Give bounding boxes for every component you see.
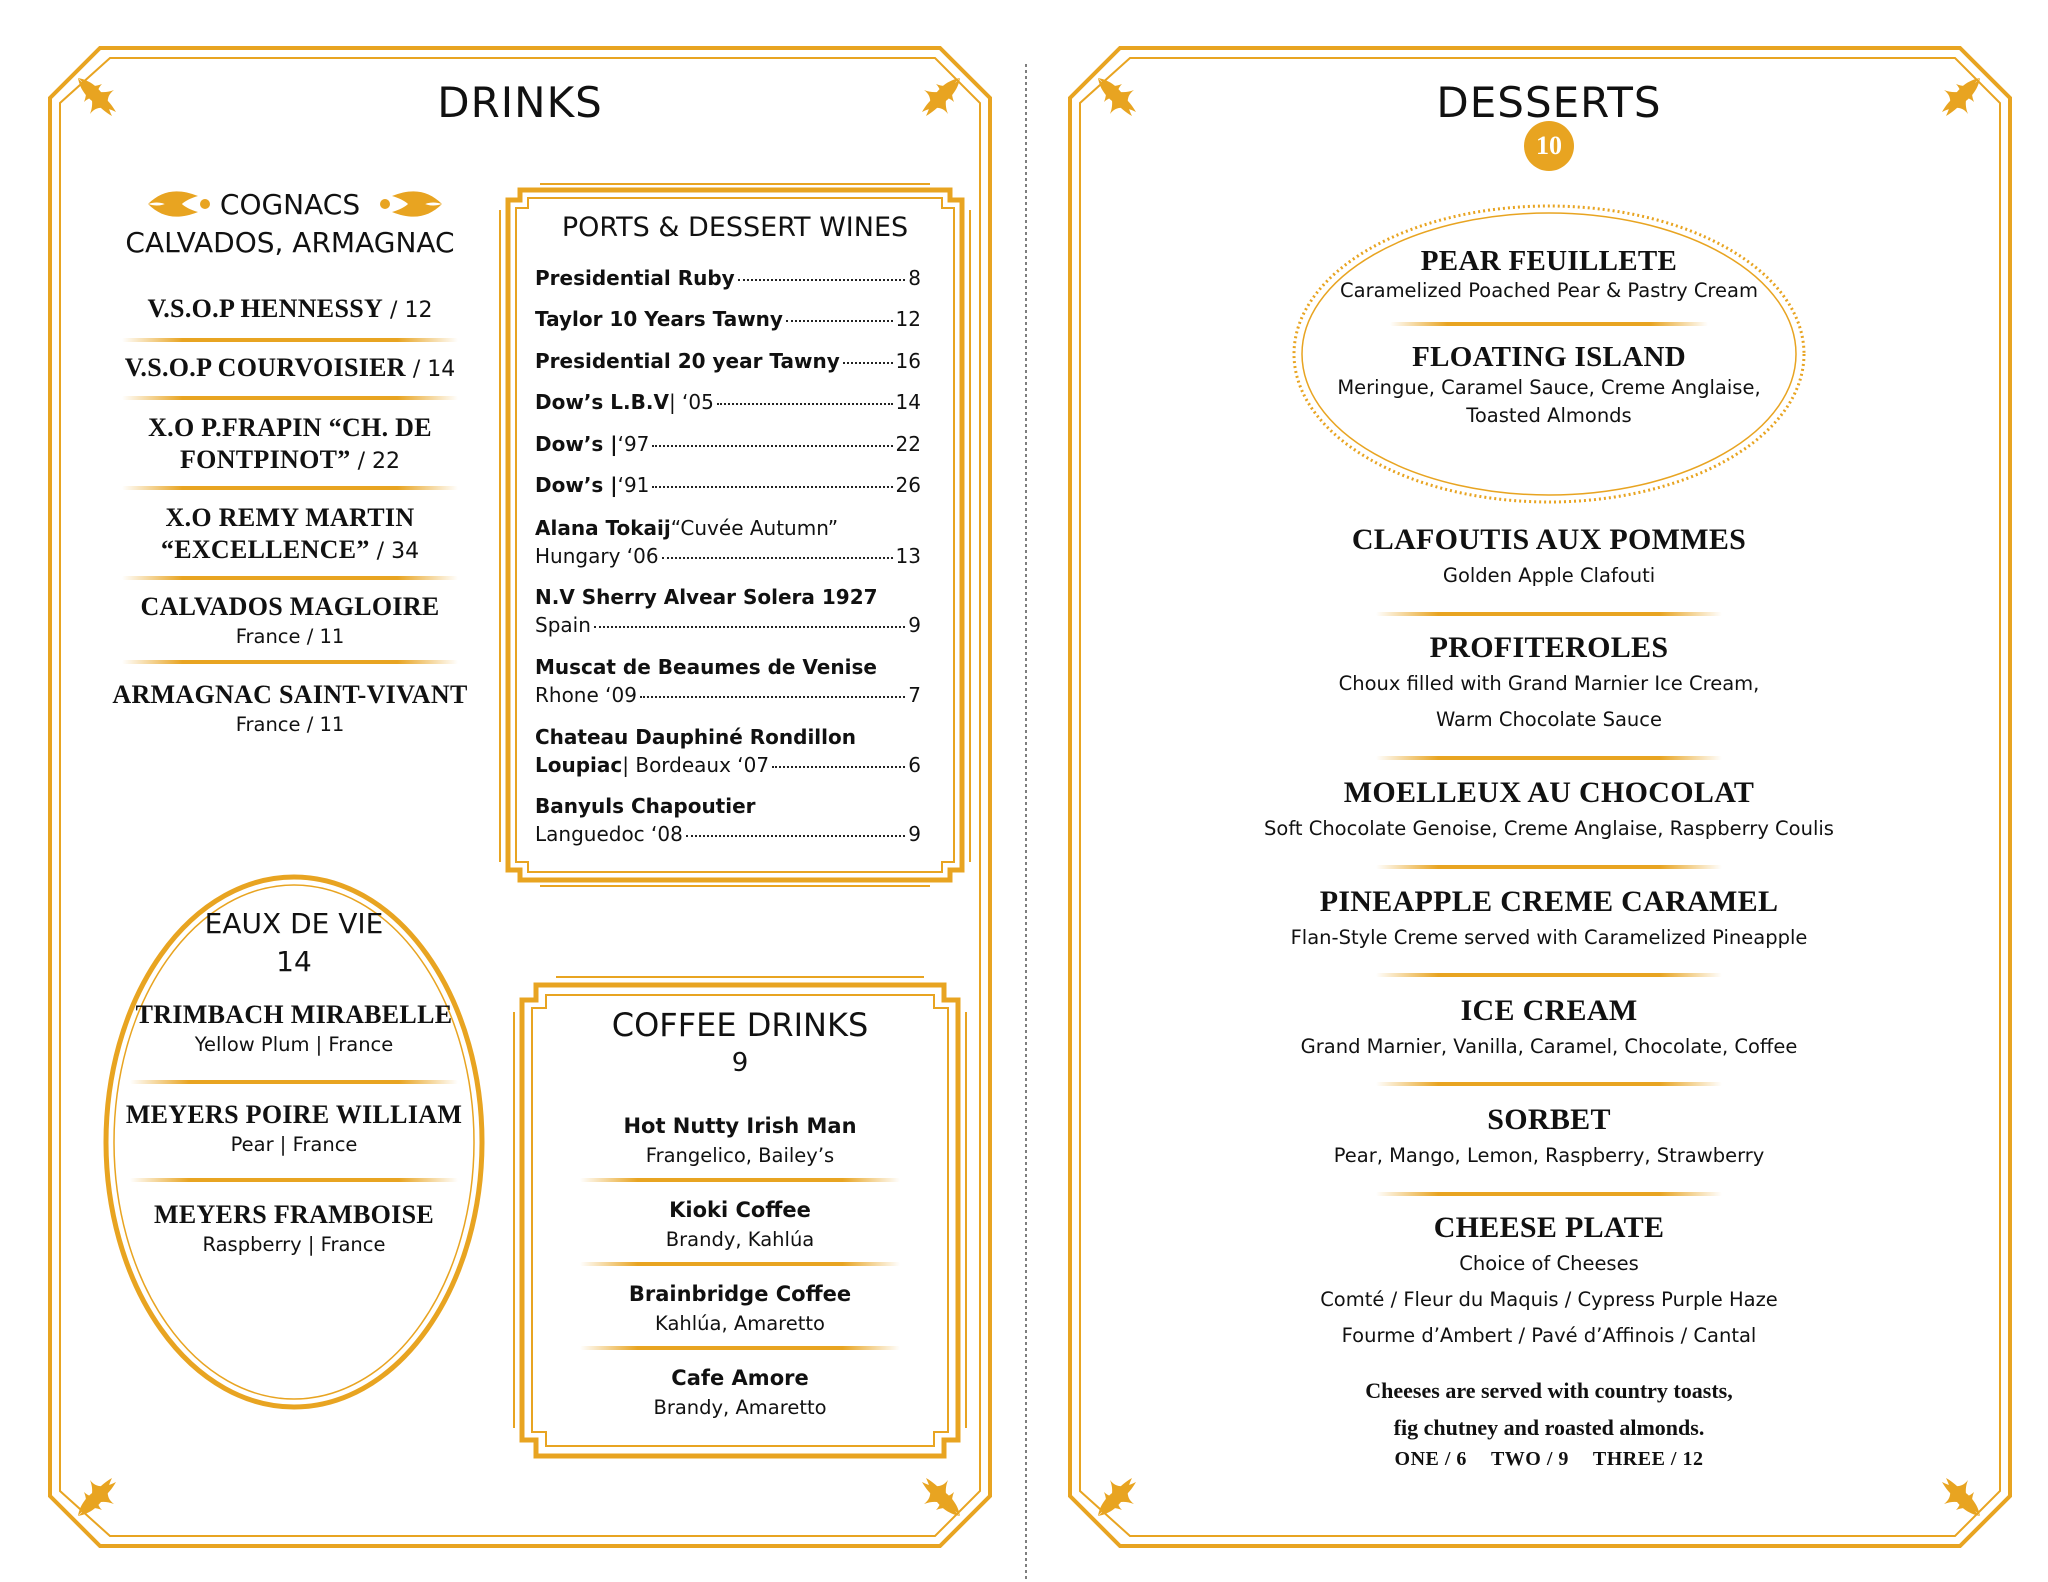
- dessert-detail-line2: Toasted Almonds: [1466, 404, 1632, 427]
- port-item: [535, 266, 921, 290]
- corner-ornament-icon: [78, 1478, 116, 1516]
- port-origin: Spain: [535, 613, 591, 637]
- port-name: Banyuls Chapoutier: [535, 794, 756, 818]
- eaux-detail: Yellow Plum | France: [194, 1033, 394, 1056]
- dessert-detail: Pear, Mango, Lemon, Raspberry, Strawberry: [1333, 1144, 1765, 1167]
- cognac-item: [112, 592, 468, 652]
- port-item: [535, 390, 921, 414]
- cognac-item: [112, 294, 468, 324]
- cheese-price-two: TWO / 9: [1490, 1448, 1569, 1470]
- cognac-item: [100, 680, 480, 740]
- cognac-name-line2: “EXCELLENCE”: [160, 535, 370, 564]
- port-name: Dow’s |: [535, 432, 618, 456]
- ports-heading: PORTS & DESSERT WINES: [561, 212, 909, 243]
- cognacs-heading-line1: COGNACS: [219, 188, 361, 221]
- port-vintage: ‘91: [617, 473, 650, 497]
- coffee-item: [560, 1196, 920, 1254]
- drinks-title: DRINKS: [437, 78, 603, 127]
- desserts-title: DESSERTS: [1436, 78, 1662, 127]
- port-price: 7: [908, 683, 921, 707]
- port-name: Dow’s |: [535, 473, 618, 497]
- cognac-item: [112, 412, 468, 480]
- dessert-name: SORBET: [1487, 1103, 1611, 1136]
- port-origin: Rhone ‘09: [535, 683, 637, 707]
- dessert-name: CLAFOUTIS AUX POMMES: [1351, 523, 1747, 556]
- corner-ornament-icon: [922, 1478, 960, 1516]
- port-name: Taylor 10 Years Tawny: [535, 307, 783, 331]
- port-name: N.V Sherry Alvear Solera 1927: [535, 585, 878, 609]
- dessert-item: [1200, 630, 1898, 738]
- cognacs-heading: [100, 186, 480, 262]
- eaux-price: 14: [276, 945, 312, 978]
- dessert-detail: Choux filled with Grand Marnier Ice Cream,: [1338, 672, 1760, 695]
- port-item: [535, 653, 921, 709]
- featured-dessert: [1300, 340, 1798, 430]
- eaux-heading: [144, 905, 444, 981]
- corner-ornament-icon: [1098, 78, 1136, 116]
- port-vintage: | ‘05: [668, 390, 714, 414]
- port-price: 9: [908, 822, 921, 846]
- dessert-name: MOELLEUX AU CHOCOLAT: [1343, 776, 1755, 809]
- cognac-name: CALVADOS MAGLOIRE: [140, 592, 440, 621]
- cognac-name-line2: FONTPINOT”: [180, 445, 351, 474]
- dessert-name: FLOATING ISLAND: [1412, 341, 1686, 373]
- coffee-price: 9: [731, 1048, 749, 1078]
- dessert-name: PEAR FEUILLETE: [1420, 245, 1678, 277]
- cognac-name: V.S.O.P COURVOISIER: [124, 353, 406, 382]
- port-name: Chateau Dauphiné Rondillon: [535, 725, 856, 749]
- port-price: 9: [908, 613, 921, 637]
- eaux-item: [124, 1000, 464, 1060]
- dessert-name: ICE CREAM: [1460, 994, 1638, 1027]
- cognac-name: ARMAGNAC SAINT-VIVANT: [112, 680, 468, 709]
- eaux-detail: Pear | France: [230, 1133, 358, 1156]
- cheese-prices: [1200, 1448, 1898, 1471]
- port-item: [535, 583, 921, 639]
- port-price: 14: [895, 390, 921, 414]
- eaux-detail: Raspberry | France: [202, 1233, 386, 1256]
- dessert-item: [1200, 522, 1898, 594]
- coffee-item: [560, 1112, 920, 1170]
- cheese-list-line2: Fourme d’Ambert / Pavé d’Affinois / Cantal: [1341, 1324, 1757, 1347]
- featured-dessert: [1300, 246, 1798, 306]
- coffee-item: [560, 1364, 920, 1422]
- port-price: 26: [895, 473, 921, 497]
- port-name: Muscat de Beaumes de Venise: [535, 655, 877, 679]
- corner-ornament-icon: [1942, 78, 1980, 116]
- eaux-name: MEYERS POIRE WILLIAM: [125, 1100, 463, 1129]
- dessert-item: [1200, 775, 1898, 847]
- dessert-item: [1200, 1102, 1898, 1174]
- corner-ornament-icon: [922, 78, 960, 116]
- cognac-detail: France / 11: [235, 713, 345, 736]
- cognac-price: / 22: [350, 449, 400, 474]
- cheese-note-line1: Cheeses are served with country toasts,: [1365, 1378, 1733, 1403]
- dessert-name: PINEAPPLE CREME CARAMEL: [1319, 885, 1779, 918]
- coffee-name: Cafe Amore: [671, 1366, 809, 1390]
- cognac-item: [112, 353, 468, 383]
- coffee-name: Hot Nutty Irish Man: [623, 1114, 857, 1138]
- port-price: 6: [908, 753, 921, 777]
- port-item: [535, 349, 921, 373]
- cheese-price-one: ONE / 6: [1394, 1448, 1467, 1470]
- cheese-plate: [1200, 1210, 1898, 1354]
- coffee-name: Brainbridge Coffee: [628, 1282, 852, 1306]
- cheese-price-three: THREE / 12: [1592, 1448, 1704, 1470]
- port-origin: Languedoc ‘08: [535, 822, 683, 846]
- dessert-detail: Flan-Style Creme served with Caramelized Pineapple: [1290, 926, 1808, 949]
- cognac-item: [112, 502, 468, 570]
- port-origin: | Bordeaux ‘07: [622, 753, 770, 777]
- corner-ornament-icon: [78, 78, 116, 116]
- coffee-heading: [536, 1006, 944, 1082]
- port-cuvee: “Cuvée Autumn”: [670, 516, 839, 540]
- port-vintage: ‘97: [617, 432, 650, 456]
- port-price: 8: [908, 266, 921, 290]
- port-price: 12: [895, 307, 921, 331]
- port-name-line2: Loupiac: [535, 753, 623, 777]
- port-item: [535, 432, 921, 456]
- port-item: [535, 514, 921, 570]
- cheese-plate-name: CHEESE PLATE: [1433, 1211, 1665, 1244]
- port-name: Presidential Ruby: [535, 266, 735, 290]
- dessert-price: 10: [1536, 131, 1562, 160]
- cognac-name: V.S.O.P HENNESSY: [147, 294, 384, 323]
- port-item: [535, 723, 921, 779]
- dessert-item: [1200, 993, 1898, 1065]
- coffee-detail: Kahlúa, Amaretto: [655, 1312, 825, 1335]
- port-origin: Hungary ‘06: [535, 544, 659, 568]
- dessert-detail-line2: Warm Chocolate Sauce: [1435, 708, 1663, 731]
- dessert-name: PROFITEROLES: [1429, 631, 1669, 664]
- cheese-choice: Choice of Cheeses: [1459, 1252, 1639, 1275]
- dessert-detail: Soft Chocolate Genoise, Creme Anglaise, Raspberry Coulis: [1264, 817, 1834, 840]
- dessert-item: [1200, 884, 1898, 956]
- dessert-detail: Caramelized Poached Pear & Pastry Cream: [1340, 279, 1758, 302]
- coffee-name: Kioki Coffee: [669, 1198, 811, 1222]
- coffee-detail: Frangelico, Bailey’s: [645, 1144, 835, 1167]
- corner-ornament-icon: [1942, 1478, 1980, 1516]
- dessert-detail: Golden Apple Clafouti: [1442, 564, 1656, 587]
- cheese-list-line1: Comté / Fleur du Maquis / Cypress Purple Haze: [1320, 1288, 1778, 1311]
- eaux-item: [124, 1100, 464, 1160]
- eaux-name: MEYERS FRAMBOISE: [154, 1200, 434, 1229]
- port-item: [535, 473, 921, 497]
- port-name: Dow’s L.B.V: [535, 390, 669, 414]
- coffee-title: COFFEE DRINKS: [611, 1006, 869, 1044]
- cognac-name: X.O P.FRAPIN “CH. DE: [148, 413, 432, 442]
- corner-ornament-icon: [1098, 1478, 1136, 1516]
- eaux-name: TRIMBACH MIRABELLE: [135, 1000, 453, 1029]
- coffee-item: [560, 1280, 920, 1338]
- eaux-title: EAUX DE VIE: [204, 907, 384, 940]
- coffee-detail: Brandy, Kahlúa: [665, 1228, 815, 1251]
- port-item: [535, 792, 921, 848]
- eaux-item: [124, 1200, 464, 1260]
- dessert-detail: Grand Marnier, Vanilla, Caramel, Chocolate, Coffee: [1300, 1035, 1798, 1058]
- cognac-price: / 14: [405, 357, 456, 382]
- cognacs-heading-line2: CALVADOS, ARMAGNAC: [125, 226, 455, 259]
- port-name: Presidential 20 year Tawny: [535, 349, 840, 373]
- cognac-name: X.O REMY MARTIN: [165, 503, 415, 532]
- cheese-note-line2: fig chutney and roasted almonds.: [1393, 1415, 1705, 1440]
- cheese-note: [1200, 1372, 1898, 1446]
- cognac-detail: France / 11: [235, 625, 345, 648]
- cognac-price: / 12: [383, 298, 433, 323]
- coffee-detail: Brandy, Amaretto: [653, 1396, 827, 1419]
- port-item: [535, 307, 921, 331]
- port-price: 16: [895, 349, 921, 373]
- dessert-detail: Meringue, Caramel Sauce, Creme Anglaise,: [1337, 376, 1761, 399]
- port-name: Alana Tokaij: [535, 516, 671, 540]
- port-price: 22: [895, 432, 921, 456]
- cognac-price: / 34: [369, 539, 420, 564]
- port-price: 13: [895, 544, 921, 568]
